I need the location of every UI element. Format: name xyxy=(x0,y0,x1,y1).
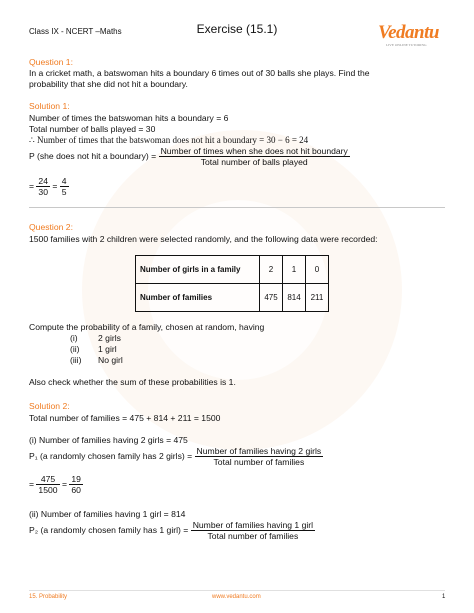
footer-website-link[interactable]: www.vedantu.com xyxy=(212,594,261,600)
solution-2-heading: Solution 2: xyxy=(29,401,70,411)
solution-2-p2 xyxy=(29,520,315,541)
question-2-heading: Question 2: xyxy=(29,222,73,232)
solution-2-part-ii: (ii) Number of families having 1 girl = 814 xyxy=(29,509,186,519)
probability-fraction xyxy=(191,520,315,541)
fraction-denominator: 5 xyxy=(61,187,67,197)
table-cell: 2 xyxy=(260,256,283,284)
solution-1-probability xyxy=(29,146,350,167)
table-row-label: Number of girls in a family xyxy=(136,256,260,284)
question-1-heading: Question 1: xyxy=(29,57,73,67)
girls-families-table xyxy=(135,255,329,312)
fraction-denominator: 1500 xyxy=(38,485,58,495)
fraction-numerator: Number of times when she does not hit boundary xyxy=(160,146,348,156)
question-2-line-1: 1500 families with 2 children were selected randomly, and the following data were recorded: xyxy=(29,234,378,244)
solution-2-p1 xyxy=(29,446,323,467)
fraction-denominator: 30 xyxy=(38,187,48,197)
list-item-num: (ii) xyxy=(70,344,80,354)
probability-fraction xyxy=(159,146,350,167)
solution-1-line-3: ∴ Number of times that the batswoman does not hit a boundary = 30 − 6 = 24 xyxy=(29,135,309,145)
probability-fraction xyxy=(195,446,324,467)
fraction-numerator: 19 xyxy=(71,474,81,484)
probability-label: P (she does not hit a boundary) = xyxy=(29,150,157,161)
list-item-text: No girl xyxy=(98,355,123,365)
solution-2-total: Total number of families = 475 + 814 + 211 = 1500 xyxy=(29,413,221,423)
logo-tagline: LIVE ONLINE TUTORING xyxy=(386,43,427,47)
list-item-num: (iii) xyxy=(70,355,82,365)
fraction-denominator: Total number of families xyxy=(213,457,305,467)
probability-label: P₁ (a randomly chosen family has 2 girls) = xyxy=(29,450,193,461)
table-cell: 0 xyxy=(306,256,329,284)
footer-divider xyxy=(29,590,445,591)
table-cell: 814 xyxy=(283,284,306,312)
vedantu-logo xyxy=(378,22,439,47)
table-row-label: Number of families xyxy=(136,284,260,312)
fraction-19-60 xyxy=(69,474,83,495)
list-item-text: 2 girls xyxy=(98,333,121,343)
table-cell: 475 xyxy=(260,284,283,312)
fraction-24-30 xyxy=(36,176,50,197)
solution-1-line-2: Total number of balls played = 30 xyxy=(29,124,156,134)
page-title: Exercise (15.1) xyxy=(196,22,278,36)
fraction-numerator: Number of families having 1 girl xyxy=(192,520,314,530)
section-divider xyxy=(29,207,445,208)
table-cell: 1 xyxy=(283,256,306,284)
solution-1-result xyxy=(29,176,69,197)
logo-text: Vedantu xyxy=(378,22,439,43)
table-row xyxy=(136,284,329,312)
fraction-numerator: Number of families having 2 girls xyxy=(196,446,322,456)
footer-chapter: 15. Probability xyxy=(29,594,68,600)
solution-2-p1-result xyxy=(29,474,83,495)
question-2-compute: Compute the probability of a family, chosen at random, having xyxy=(29,322,265,332)
solution-1-heading: Solution 1: xyxy=(29,101,70,111)
solution-2-part-i: (i) Number of families having 2 girls = 475 xyxy=(29,435,188,445)
class-label: Class IX - NCERT –Maths xyxy=(29,27,122,36)
equals-sign: = xyxy=(29,180,35,191)
list-item-text: 1 girl xyxy=(98,344,117,354)
question-2-also: Also check whether the sum of these probabilities is 1. xyxy=(29,377,236,387)
probability-label: P₂ (a randomly chosen family has 1 girl) = xyxy=(29,524,189,535)
table-row xyxy=(136,256,329,284)
fraction-numerator: 475 xyxy=(36,474,59,485)
question-1-line-1: In a cricket math, a batswoman hits a boundary 6 times out of 30 balls she plays. Find the xyxy=(29,68,370,78)
list-item-num: (i) xyxy=(70,333,78,343)
fraction-denominator: Total number of families xyxy=(207,531,299,541)
fraction-475-1500 xyxy=(36,474,59,495)
page-number: 1 xyxy=(442,594,446,600)
solution-1-line-1: Number of times the batswoman hits a boundary = 6 xyxy=(29,113,229,123)
table-cell: 211 xyxy=(306,284,329,312)
fraction-denominator: 60 xyxy=(71,485,81,495)
fraction-numerator: 24 xyxy=(38,176,48,186)
equals-sign: = xyxy=(29,478,35,489)
fraction-denominator: Total number of balls played xyxy=(200,157,308,167)
question-1-line-2: probability that she did not hit a boundary. xyxy=(29,79,188,89)
fraction-numerator: 4 xyxy=(61,176,67,186)
equals-sign: = xyxy=(52,180,58,191)
fraction-4-5 xyxy=(60,176,69,197)
equals-sign: = xyxy=(61,478,67,489)
